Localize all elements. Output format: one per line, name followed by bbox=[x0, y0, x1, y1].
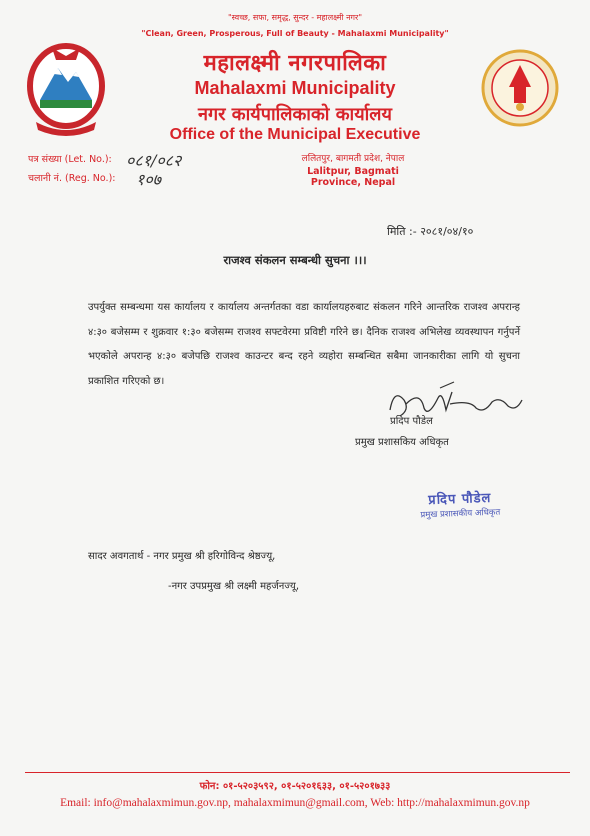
letter-subject: राजश्व संकलन सम्बन्धी सुचना ।।। bbox=[223, 253, 367, 267]
registration-number-label: चलानी नं. (Reg. No.): bbox=[28, 173, 116, 184]
signer-designation: प्रमुख प्रशासकिय अधिकृत bbox=[355, 437, 449, 448]
footer-divider bbox=[25, 772, 570, 773]
tagline-nepali: "स्वच्छ, सफा, समृद्ध, सुन्दर - महालक्ष्मी नगर" bbox=[227, 13, 363, 22]
municipality-name-nepali: महालक्ष्मी नगरपालिका bbox=[203, 51, 387, 76]
footer-phone: फोन: ०१-५२०३५९२, ०१-५२०१६३३, ०१-५२०१७३३ bbox=[199, 781, 391, 792]
office-name-nepali: नगर कार्यपालिकाको कार्यालय bbox=[198, 104, 392, 125]
municipality-name-english: Mahalaxmi Municipality bbox=[194, 78, 396, 98]
footer-contact: Email: info@mahalaxmimun.gov.np, mahalaxmimun@gmail.com, Web: http://mahalaxmimun.gov.np bbox=[60, 797, 530, 809]
tagline-english: "Clean, Green, Prosperous, Full of Beauty - Mahalaxmi Municipality" bbox=[141, 29, 449, 38]
stamp-name: प्रदिप पौडेल bbox=[428, 490, 492, 509]
cc-line-deputy-mayor: -नगर उपप्रमुख श्री लक्ष्मी महर्जनज्यू, bbox=[168, 581, 300, 592]
stamp-designation: प्रमुख प्रशासकीय अधिकृत bbox=[420, 507, 501, 521]
letter-body: उपर्युक्त सम्बन्धमा यस कार्यालय र कार्यालय अन्तर्गतका वडा कार्यालयहरुबाट संकलन गरिने आन्तरिक राजश्व अपरान्ह ४:३० बजेसम्म र शुक्रवार १:३० बजेसम्म राजश्व सफ्टवेरमा प्रविष्टी गरिने छ। दैनिक राजश्व अभिलेख व्यवस्थापन गर्नुपर्ने भएकोले अपरान्ह ४:३० बजेपछि राजश्व काउन्टर बन्द रहने व्यहोरा सम्बन्धित सबैमा जानकारीका लागि यो सुचना प्रकाशित गरिएको छ। bbox=[88, 302, 520, 387]
letter-date: मिति :- २०८१/०४/१० bbox=[387, 225, 474, 238]
letter-number-label: पत्र संख्या (Let. No.): bbox=[28, 154, 112, 165]
official-stamp bbox=[395, 487, 526, 522]
letter-number-value: ०८१/०८२ bbox=[126, 151, 182, 170]
address-nepali: ललितपुर, बागमती प्रदेश, नेपाल bbox=[301, 154, 405, 164]
office-name-english: Office of the Municipal Executive bbox=[169, 126, 421, 143]
registration-number-value: १०७ bbox=[136, 170, 161, 189]
cc-line-mayor: सादर अवगतार्थ - नगर प्रमुख श्री हरिगोविन्द श्रेष्ठज्यू, bbox=[88, 551, 276, 562]
address-english: Lalitpur, Bagmati Province, Nepal bbox=[307, 166, 399, 188]
signer-name: प्रदिप पौडेल bbox=[390, 416, 433, 427]
